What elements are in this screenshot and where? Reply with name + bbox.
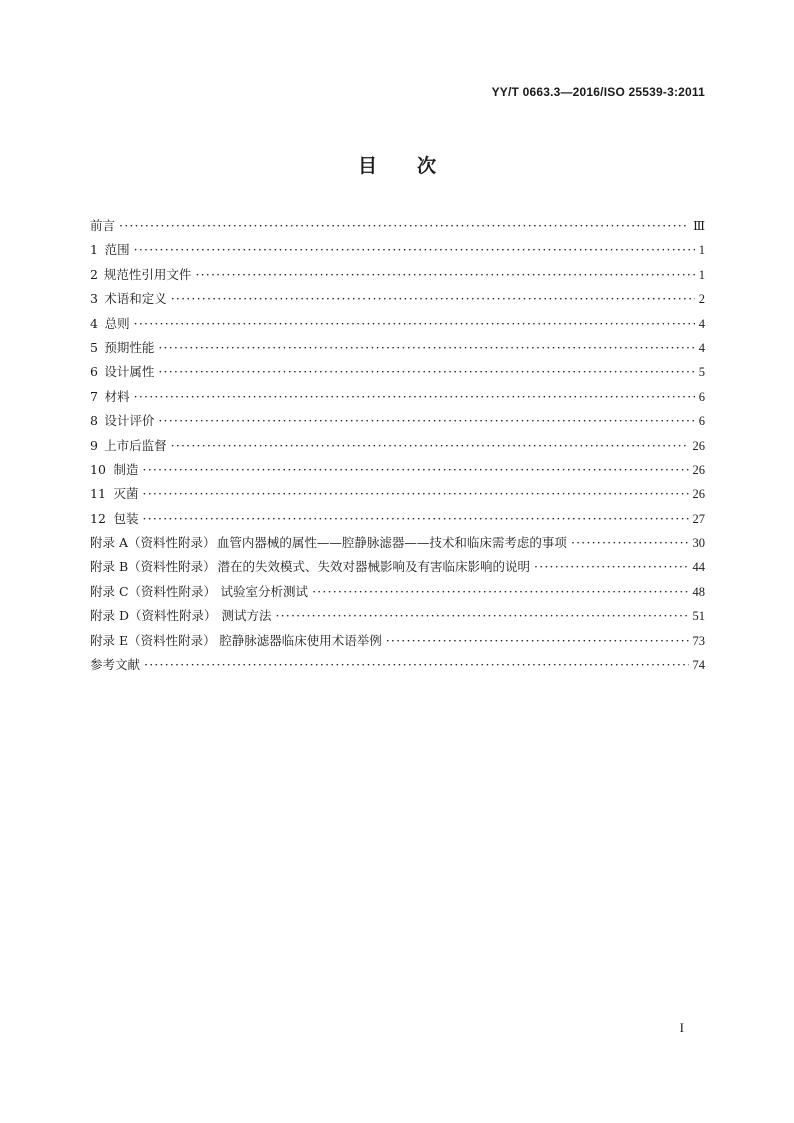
toc-dot-leader	[158, 362, 694, 382]
page-title: 目次	[357, 155, 476, 177]
toc-dot-leader	[171, 289, 695, 309]
toc-entry-label: 材料	[104, 388, 130, 404]
toc-entry[interactable]	[90, 460, 705, 484]
toc-entry-label: 腔静脉滤器临床使用术语举例	[219, 632, 382, 648]
toc-entry-page: 27	[692, 511, 705, 526]
toc-entry-page: 6	[698, 414, 705, 429]
toc-entry-label: 测试方法	[221, 608, 272, 624]
toc-dot-leader	[275, 606, 688, 626]
toc-dot-leader	[195, 265, 694, 285]
toc-entry-page: 1	[698, 243, 705, 258]
toc-entry-label: 设计属性	[104, 364, 155, 380]
toc-entry-number: 4	[90, 315, 98, 331]
page-number: I	[679, 1020, 684, 1035]
toc-entry-number: 附录 E（资料性附录）	[90, 632, 216, 648]
toc-entry[interactable]	[90, 533, 705, 557]
toc-entry-number: 附录 D（资料性附录）	[90, 608, 217, 624]
toc-entry[interactable]	[90, 289, 705, 313]
toc-entry-label: 前言	[90, 218, 116, 233]
toc-entry-label: 规范性引用文件	[103, 266, 192, 282]
toc-dot-leader	[312, 582, 688, 602]
toc-entry[interactable]	[90, 436, 705, 460]
toc-entry-page: 48	[692, 584, 705, 599]
toc-entry-page: Ⅲ	[692, 219, 705, 233]
table-of-contents	[90, 216, 705, 679]
toc-dot-leader	[144, 655, 688, 675]
toc-entry-number: 3	[90, 291, 98, 307]
toc-dot-leader	[171, 436, 689, 456]
toc-entry-number: 6	[90, 364, 98, 380]
toc-dot-leader	[134, 387, 695, 407]
toc-entry-number: 附录 A（资料性附录）	[90, 535, 216, 551]
toc-entry-number: 10	[90, 461, 106, 477]
toc-entry-number: 8	[90, 413, 98, 429]
toc-dot-leader	[386, 631, 689, 651]
toc-entry-label: 术语和定义	[104, 291, 167, 307]
toc-entry-number: 7	[90, 388, 98, 404]
toc-entry-label: 范围	[104, 242, 130, 258]
toc-entry[interactable]	[90, 606, 705, 630]
toc-dot-leader	[158, 338, 694, 358]
toc-entry[interactable]	[90, 484, 705, 508]
toc-dot-leader	[571, 533, 689, 553]
toc-entry-number: 1	[90, 242, 98, 258]
toc-entry[interactable]	[90, 362, 705, 386]
toc-entry-label: 预期性能	[104, 339, 155, 355]
toc-dot-leader	[143, 509, 689, 529]
toc-entry-page: 4	[698, 340, 705, 355]
toc-entry-label: 制造	[113, 461, 139, 477]
toc-entry-page: 2	[698, 292, 705, 307]
toc-entry-number: 附录 B（资料性附录）	[90, 559, 216, 575]
toc-dot-leader	[143, 460, 689, 480]
toc-entry[interactable]	[90, 387, 705, 411]
standard-code: YY/T 0663.3—2016/ISO 25539-3:2011	[491, 85, 705, 99]
toc-dot-leader	[158, 411, 694, 431]
toc-entry-page: 73	[692, 633, 705, 648]
toc-entry-number: 11	[90, 486, 106, 502]
toc-entry-number: 附录 C（资料性附录）	[90, 583, 217, 599]
toc-entry[interactable]	[90, 557, 705, 581]
toc-entry[interactable]	[90, 314, 705, 338]
toc-entry[interactable]	[90, 265, 705, 289]
toc-entry-page: 26	[692, 438, 705, 453]
toc-entry-page: 44	[692, 560, 705, 575]
toc-entry-page: 6	[698, 389, 705, 404]
toc-entry-page: 5	[698, 365, 705, 380]
toc-entry-label: 总则	[104, 315, 130, 331]
toc-entry[interactable]	[90, 411, 705, 435]
toc-entry-label: 参考文献	[90, 657, 141, 673]
toc-entry-label: 设计评价	[104, 413, 155, 429]
toc-entry-page: 74	[692, 658, 705, 673]
toc-entry-number: 12	[90, 510, 106, 526]
toc-dot-leader	[119, 216, 689, 236]
toc-entry[interactable]	[90, 655, 705, 679]
toc-entry-label: 包装	[113, 510, 139, 526]
toc-entry-label: 上市后监督	[104, 437, 167, 453]
toc-entry[interactable]	[90, 631, 705, 655]
toc-dot-leader	[534, 557, 688, 577]
toc-entry-label: 灭菌	[113, 486, 139, 502]
toc-entry[interactable]	[90, 240, 705, 264]
toc-entry-page: 4	[698, 316, 705, 331]
toc-entry-number: 2	[90, 266, 98, 282]
toc-entry-page: 26	[692, 462, 705, 477]
toc-entry[interactable]	[90, 509, 705, 533]
toc-entry-page: 51	[692, 609, 705, 624]
toc-entry[interactable]	[90, 338, 705, 362]
toc-dot-leader	[143, 484, 689, 504]
toc-entry-label: 试验室分析测试	[220, 583, 309, 599]
toc-entry-page: 26	[692, 487, 705, 502]
toc-entry-page: 1	[698, 267, 705, 282]
toc-entry-page: 30	[692, 536, 705, 551]
toc-entry-label: 潜在的失效模式、失效对器械影响及有害临床影响的说明	[217, 559, 531, 575]
toc-entry-number: 5	[90, 339, 98, 355]
toc-dot-leader	[134, 240, 695, 260]
toc-dot-leader	[134, 314, 695, 334]
toc-entry-label: 血管内器械的属性——腔静脉滤器——技术和临床需考虑的事项	[216, 535, 567, 551]
toc-entry[interactable]	[90, 582, 705, 606]
toc-entry-number: 9	[90, 437, 98, 453]
toc-entry[interactable]	[90, 216, 705, 240]
